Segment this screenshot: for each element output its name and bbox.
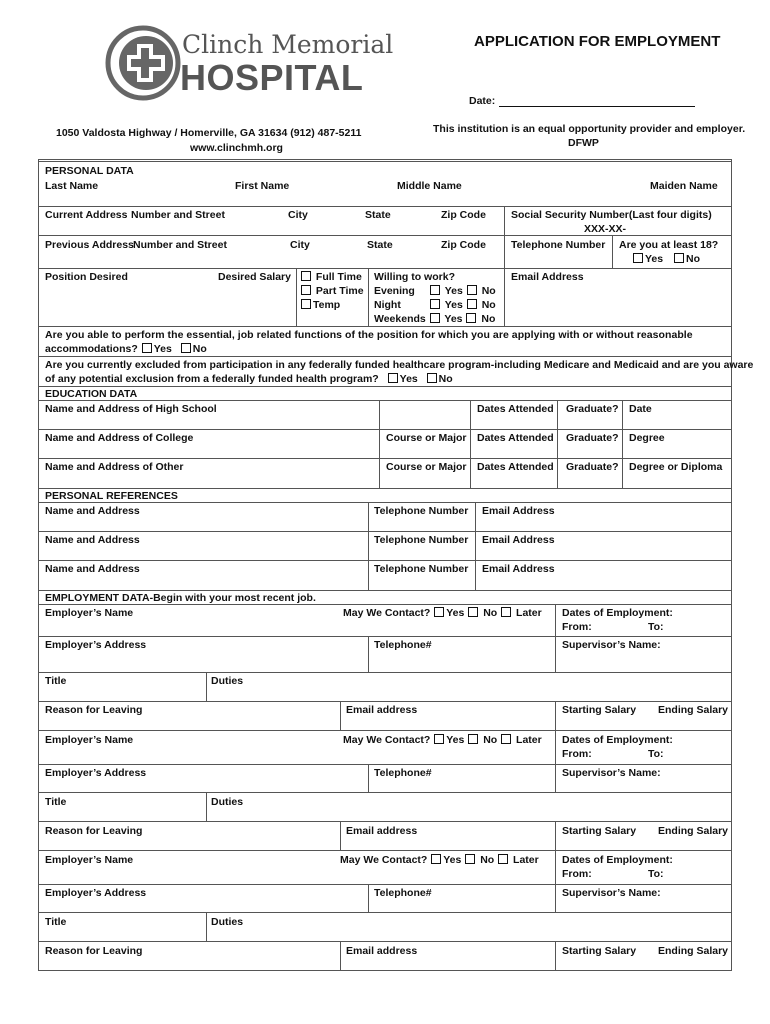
address-line: 1050 Valdosta Highway / Homerville, GA 31634 (912) 487-5211: [56, 127, 362, 139]
evening-yes-checkbox[interactable]: [430, 285, 440, 295]
current-state-label[interactable]: State: [365, 209, 391, 221]
hs-dates-label[interactable]: Dates Attended: [477, 403, 554, 415]
current-street-label: Number and Street: [131, 209, 225, 221]
employer-1-email-label[interactable]: Email address: [346, 704, 418, 716]
employer-3-contact-yes-checkbox[interactable]: [431, 854, 441, 864]
employer-2-duties-label[interactable]: Duties: [211, 796, 244, 808]
employer-3-ending-salary-label[interactable]: Ending Salary: [658, 945, 729, 957]
other-dates-label[interactable]: Dates Attended: [477, 461, 554, 473]
employer-1-contact-yes-checkbox[interactable]: [434, 607, 444, 617]
q2-no-label: No: [438, 373, 453, 385]
hospital-cross-icon: [104, 24, 182, 102]
night-row: [374, 298, 401, 312]
employer-3-starting-salary-label[interactable]: Starting Salary: [562, 945, 637, 957]
weekends-row: [374, 312, 495, 326]
reference-3-email-label[interactable]: Email Address: [482, 563, 555, 575]
may-contact-label: May We Contact?: [340, 854, 428, 866]
temp-option: [300, 298, 340, 312]
exclusion-question: Are you currently excluded from participation in any federally funded healthcare program-including Medicare and Medicaid and are you aware: [45, 359, 754, 371]
references-header: PERSONAL REFERENCES: [45, 490, 178, 502]
weekends-label: Weekends: [374, 313, 426, 325]
employer-2-title-label[interactable]: Title: [45, 796, 67, 808]
college-graduate-label[interactable]: Graduate?: [566, 432, 619, 444]
evening-options: [429, 284, 496, 298]
contact-yes-label: Yes: [446, 734, 465, 746]
position-desired-label[interactable]: Position Desired: [45, 271, 128, 283]
employer-2-contact-no-checkbox[interactable]: [468, 734, 478, 744]
other-graduate-label[interactable]: Graduate?: [566, 461, 619, 473]
hospital-logo: [104, 24, 394, 102]
employer-2-name-label[interactable]: Employer’s Name: [45, 734, 134, 746]
employer-2-supervisor-label[interactable]: Supervisor’s Name:: [562, 767, 661, 779]
employer-2-email-label[interactable]: Email address: [346, 825, 418, 837]
email-address-label[interactable]: Email Address: [511, 271, 584, 283]
night-no-checkbox[interactable]: [467, 299, 477, 309]
middle-name-label[interactable]: Middle Name: [397, 180, 462, 192]
reference-2-name-label[interactable]: Name and Address: [45, 534, 140, 546]
education-header: EDUCATION DATA: [45, 388, 138, 400]
eeo-statement: This institution is an equal opportunity provider and employer.: [433, 123, 746, 135]
employer-1-address-label[interactable]: Employer’s Address: [45, 639, 147, 651]
age-no-label: No: [686, 253, 701, 265]
reference-2-email-label[interactable]: Email Address: [482, 534, 555, 546]
employer-1-contact: [343, 606, 542, 620]
logo-name-line2: HOSPITAL: [180, 57, 364, 98]
college-label[interactable]: Name and Address of College: [45, 432, 194, 444]
college-degree-label[interactable]: Degree: [629, 432, 665, 444]
age-no-checkbox[interactable]: [674, 253, 684, 263]
college-dates-label[interactable]: Dates Attended: [477, 432, 554, 444]
employer-3-title-label[interactable]: Title: [45, 916, 67, 928]
employer-3-contact: [340, 853, 539, 867]
employer-2-telephone-label[interactable]: Telephone#: [374, 767, 432, 779]
q1-no-checkbox[interactable]: [181, 343, 191, 353]
q1-no-label: No: [192, 343, 207, 355]
date-field[interactable]: [499, 106, 695, 107]
employer-2-reason-label[interactable]: Reason for Leaving: [45, 825, 143, 837]
night-yes-checkbox[interactable]: [430, 299, 440, 309]
reference-1-telephone-label[interactable]: Telephone Number: [374, 505, 469, 517]
part-time-option: [300, 284, 364, 298]
evening-no-label: No: [481, 285, 496, 297]
employer-3-email-label[interactable]: Email address: [346, 945, 418, 957]
telephone-label[interactable]: Telephone Number: [511, 239, 606, 251]
may-contact-label: May We Contact?: [343, 607, 431, 619]
employer-2-dates-label[interactable]: Dates of Employment:: [562, 734, 673, 746]
previous-city-label[interactable]: City: [290, 239, 310, 251]
contact-yes-label: Yes: [443, 854, 462, 866]
employer-3-address-label[interactable]: Employer’s Address: [45, 887, 147, 899]
hs-date-label[interactable]: Date: [629, 403, 652, 415]
may-contact-label: May We Contact?: [343, 734, 431, 746]
other-course-label[interactable]: Course or Major: [386, 461, 467, 473]
night-options: [429, 298, 496, 312]
maiden-name-label[interactable]: Maiden Name: [650, 180, 718, 192]
age-yes-label: Yes: [645, 253, 664, 265]
employer-3-duties-label[interactable]: Duties: [211, 916, 244, 928]
evening-no-checkbox[interactable]: [467, 285, 477, 295]
college-course-label[interactable]: Course or Major: [386, 432, 467, 444]
age-options: [632, 252, 700, 266]
reference-3-name-label[interactable]: Name and Address: [45, 563, 140, 575]
q2-yes-label: Yes: [399, 373, 418, 385]
willing-question: Willing to work?: [374, 271, 455, 283]
date-label: Date:: [469, 95, 496, 107]
q2-yes-checkbox[interactable]: [388, 373, 398, 383]
employer-2-address-label[interactable]: Employer’s Address: [45, 767, 147, 779]
employer-1-dates-label[interactable]: Dates of Employment:: [562, 607, 673, 619]
reference-1-email-label[interactable]: Email Address: [482, 505, 555, 517]
previous-zip-label[interactable]: Zip Code: [441, 239, 486, 251]
evening-label: Evening: [374, 285, 415, 297]
employer-3-reason-label[interactable]: Reason for Leaving: [45, 945, 143, 957]
employer-1-starting-salary-label[interactable]: Starting Salary: [562, 704, 637, 716]
last-name-label[interactable]: Last Name: [45, 180, 99, 192]
q2-no-checkbox[interactable]: [427, 373, 437, 383]
first-name-label[interactable]: First Name: [235, 180, 290, 192]
weekends-no-label: No: [481, 313, 496, 325]
accommodations-row: [45, 342, 207, 356]
night-label: Night: [374, 299, 401, 311]
weekends-no-checkbox[interactable]: [466, 313, 476, 323]
employer-1-ending-salary-label[interactable]: Ending Salary: [658, 704, 729, 716]
page-title: APPLICATION FOR EMPLOYMENT: [474, 33, 721, 50]
exclusion-label: of any potential exclusion from a federally funded health program?: [45, 373, 379, 385]
employer-1-from-label[interactable]: From:: [562, 621, 592, 633]
reference-3-telephone-label[interactable]: Telephone Number: [374, 563, 469, 575]
contact-later-label: Later: [513, 854, 539, 866]
desired-salary-label[interactable]: Desired Salary: [218, 271, 291, 283]
previous-street-label: Number and Street: [133, 239, 227, 251]
employer-2-contact-yes-checkbox[interactable]: [434, 734, 444, 744]
employer-3-to-label[interactable]: To:: [648, 868, 664, 880]
current-zip-label[interactable]: Zip Code: [441, 209, 486, 221]
employer-1-name-label[interactable]: Employer’s Name: [45, 607, 134, 619]
full-time-option: [300, 270, 362, 284]
employer-1-reason-label[interactable]: Reason for Leaving: [45, 704, 143, 716]
q1-yes-label: Yes: [153, 343, 172, 355]
ssn-label[interactable]: Social Security Number(Last four digits): [511, 209, 712, 221]
night-no-label: No: [481, 299, 496, 311]
personal-data-header: PERSONAL DATA: [45, 165, 134, 177]
weekends-yes-label: Yes: [444, 313, 463, 325]
contact-later-label: Later: [516, 607, 542, 619]
employer-2-to-label[interactable]: To:: [648, 748, 664, 760]
current-address-label[interactable]: Current Address: [45, 209, 128, 221]
full-time-label: Full Time: [315, 271, 362, 283]
employer-2-starting-salary-label[interactable]: Starting Salary: [562, 825, 637, 837]
ssn-mask: XXX-XX-: [584, 223, 627, 235]
accommodations-label: accommodations?: [45, 343, 138, 355]
current-city-label[interactable]: City: [288, 209, 308, 221]
q1-yes-checkbox[interactable]: [142, 343, 152, 353]
reference-1-name-label[interactable]: Name and Address: [45, 505, 140, 517]
employer-2-contact-later-checkbox[interactable]: [501, 734, 511, 744]
other-degree-label[interactable]: Degree or Diploma: [629, 461, 723, 473]
employer-3-contact-later-checkbox[interactable]: [498, 854, 508, 864]
website: www.clinchmh.org: [190, 142, 283, 154]
other-school-label[interactable]: Name and Address of Other: [45, 461, 184, 473]
part-time-checkbox[interactable]: [301, 285, 311, 295]
employer-3-contact-no-checkbox[interactable]: [465, 854, 475, 864]
evening-row: [374, 284, 415, 298]
employer-1-title-label[interactable]: Title: [45, 675, 67, 687]
exclusion-row: [45, 372, 453, 386]
full-time-checkbox[interactable]: [301, 271, 311, 281]
employer-2-ending-salary-label[interactable]: Ending Salary: [658, 825, 729, 837]
employer-1-telephone-label[interactable]: Telephone#: [374, 639, 432, 651]
employer-3-from-label[interactable]: From:: [562, 868, 592, 880]
employer-1-duties-label[interactable]: Duties: [211, 675, 244, 687]
contact-yes-label: Yes: [446, 607, 465, 619]
employment-header: EMPLOYMENT DATA-Begin with your most recent job.: [45, 592, 316, 604]
age-yes-checkbox[interactable]: [633, 253, 643, 263]
high-school-label[interactable]: Name and Address of High School: [45, 403, 217, 415]
age-question: Are you at least 18?: [619, 239, 719, 251]
hs-graduate-label[interactable]: Graduate?: [566, 403, 619, 415]
contact-no-label: No: [483, 607, 498, 619]
employer-3-supervisor-label[interactable]: Supervisor’s Name:: [562, 887, 661, 899]
employer-1-to-label[interactable]: To:: [648, 621, 664, 633]
previous-address-label[interactable]: Previous Address: [45, 239, 134, 251]
employer-2-from-label[interactable]: From:: [562, 748, 592, 760]
employer-1-contact-later-checkbox[interactable]: [501, 607, 511, 617]
reference-2-telephone-label[interactable]: Telephone Number: [374, 534, 469, 546]
contact-later-label: Later: [516, 734, 542, 746]
essential-functions-question: Are you able to perform the essential, job related functions of the position for which you are applying with or without reasonable: [45, 329, 693, 341]
night-yes-label: Yes: [444, 299, 463, 311]
contact-no-label: No: [483, 734, 498, 746]
contact-no-label: No: [480, 854, 495, 866]
employer-3-dates-label[interactable]: Dates of Employment:: [562, 854, 673, 866]
employer-1-contact-no-checkbox[interactable]: [468, 607, 478, 617]
employer-3-telephone-label[interactable]: Telephone#: [374, 887, 432, 899]
part-time-label: Part Time: [315, 285, 364, 297]
employer-3-name-label[interactable]: Employer’s Name: [45, 854, 134, 866]
weekends-yes-checkbox[interactable]: [430, 313, 440, 323]
employer-2-contact: [343, 733, 542, 747]
employer-1-supervisor-label[interactable]: Supervisor’s Name:: [562, 639, 661, 651]
temp-label: Temp: [313, 299, 341, 311]
previous-state-label[interactable]: State: [367, 239, 393, 251]
dfwp-label: DFWP: [568, 137, 599, 149]
evening-yes-label: Yes: [444, 285, 463, 297]
logo-name-line1: Clinch Memorial: [182, 30, 394, 59]
temp-checkbox[interactable]: [301, 299, 311, 309]
